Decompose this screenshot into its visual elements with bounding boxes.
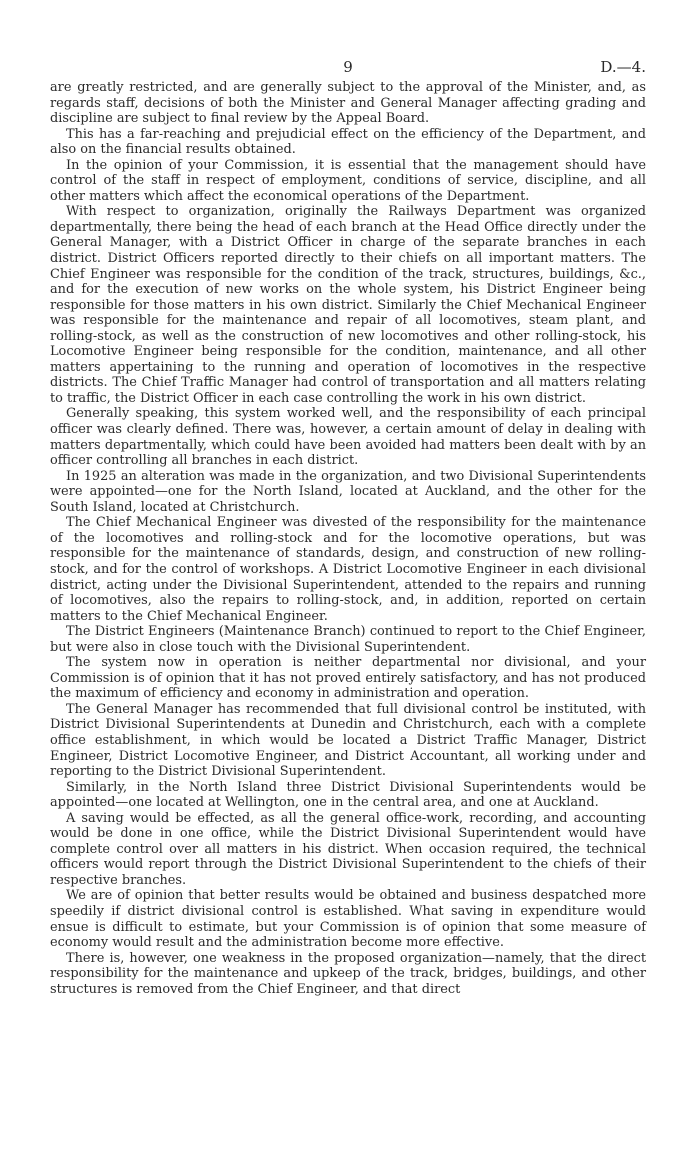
paragraph: A saving would be effected, as all the general office-work, recording, and accounting would be done in one office, while the District Divisional Superintendent would have complete control over all matters in his district. When occasion required, the technical officers would report through the District Divisional Superintendent to the chiefs of their respective branches. [50,810,646,888]
paragraph: Generally speaking, this system worked well, and the responsibility of each principal officer was clearly defined. There was, however, a certain amount of delay in dealing with matters departmentally, which could have been avoided had matters been dealt with by an officer controlling all branches in each district. [50,406,646,469]
paragraph: This has a far-reaching and prejudicial effect on the efficiency of the Department, and also on the financial results obtained. [50,126,646,158]
paragraph: We are of opinion that better results would be obtained and business despatched more speedily if district divisional control is established. What saving in expenditure would ensue is difficult to estimate, but your Commission is of opinion that some measure of economy would result and the administration become more effective. [50,888,646,951]
paragraph: There is, however, one weakness in the proposed organization—namely, that the direct responsibility for the maintenance and upkeep of the track, bridges, buildings, and other structures is removed from the Chief Engineer, and that direct [50,950,646,997]
paragraph: In 1925 an alteration was made in the organization, and two Divisional Superintendents were appointed—one for the North Island, located at Auckland, and the other for the South Island, located at Christchurch. [50,468,646,515]
paragraph: are greatly restricted, and are generally subject to the approval of the Minister, and, as regards staff, decisions of both the Minister and General Manager affecting grading and discipline are subject to final review by the Appeal Board. [50,80,646,127]
body-text [50,80,646,997]
paragraph: The Chief Mechanical Engineer was divested of the responsibility for the maintenance of the locomotives and rolling-stock and for the locomotive operations, but was responsible for the maintenance of standards, design, and construction of new rolling-stock, and for the control of workshops. A District Locomotive Engineer in each divisional district, acting under the Divisional Superintendent, attended to the repairs and running of locomotives, also the repairs to rolling-stock, and, in addition, reported on certain matters to the Chief Mechanical Engineer. [50,515,646,624]
paragraph: The General Manager has recommended that full divisional control be instituted, with District Divisional Superintendents at Dunedin and Christchurch, each with a complete office establishment, in which would be located a District Traffic Manager, District Engineer, District Locomotive Engineer, and District Accountant, all working under and reporting to the District Divisional Superintendent. [50,701,646,780]
paragraph: The system now in operation is neither departmental nor divisional, and your Commission is of opinion that it has not proved entirely satisfactory, and has not produced the maximum of efficiency and economy in administration and operation. [50,655,646,702]
paragraph: In the opinion of your Commission, it is essential that the management should have control of the staff in respect of employment, conditions of service, discipline, and all other matters which affect the economical operations of the Department. [50,157,646,204]
series-code: D.—4. [600,58,646,76]
paragraph: Similarly, in the North Island three District Divisional Superintendents would be appointed—one located at Wellington, one in the central area, and one at Auckland. [50,779,646,811]
page-number: 9 [343,58,353,76]
paragraph: The District Engineers (Maintenance Branch) continued to report to the Chief Engineer, but were also in close touch with the Divisional Superintendent. [50,624,646,655]
paragraph: With respect to organization, originally the Railways Department was organized departmentally, there being the head of each branch at the Head Office directly under the General Manager, with a District Officer in charge of the separate branches in each district. District Officers reported directly to their chiefs on all important matters. The Chief Engineer was responsible for the condition of the track, structures, buildings, &c., and for the execution of new works on the whole system, his District Engineer being responsible for those matters in his own district. Similarly the Chief Mechanical Engineer was responsible for the maintenance and repair of all locomotives, steam plant, and rolling-stock, as well as the construction of new locomotives and other rolling-stock, his Locomotive Engineer being responsible for the condition, maintenance, and all other matters appertaining to the running and operation of locomotives in the respective districts. The Chief Traffic Manager had control of transportation and all matters relating to traffic, the District Officer in each case controlling the work in his own district. [50,204,646,406]
page-header [50,58,646,80]
